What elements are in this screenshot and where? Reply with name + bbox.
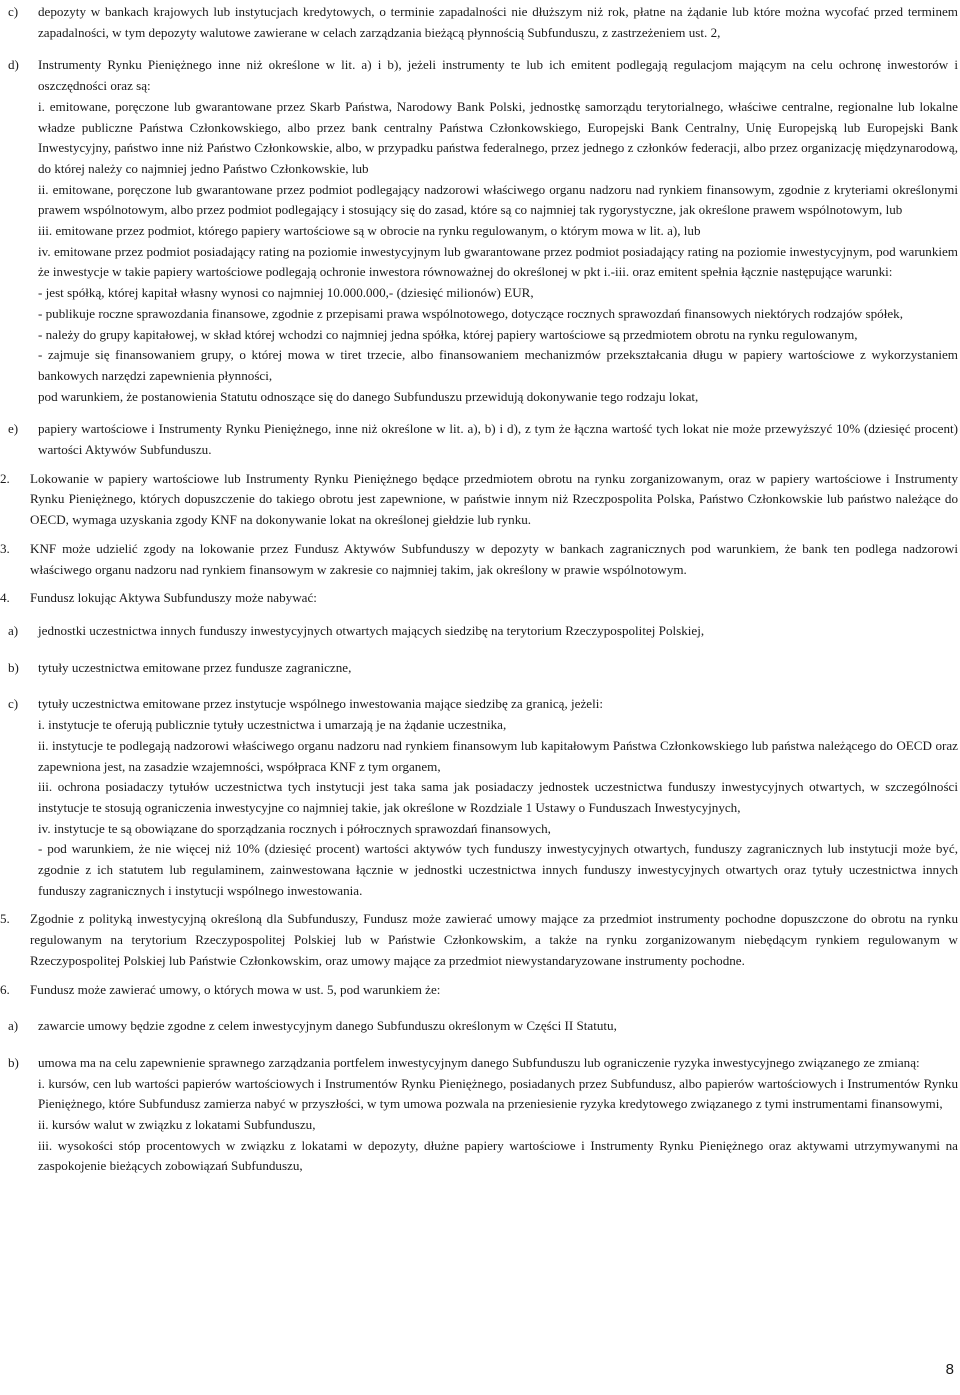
- paragraph-5: [0, 909, 958, 971]
- subpoint-ii: ii. emitowane, poręczone lub gwarantowane przez podmiot podlegający nadzorowi właściwego organu nadzoru nad rynkiem finansowym, zgodnie z kryteriami określonymi prawem wspólnotowym, albo przez podmiot podlegający i stosujący się do zasad, które są co najmniej tak rygorystyczne, jak określone prawem wspólnotowym, lub: [38, 181, 958, 218]
- item-marker: b): [8, 659, 19, 675]
- item-marker: a): [8, 1018, 19, 1034]
- subpoint-iii: iii. wysokości stóp procentowych w związku z lokatami w depozyty, dłużne papiery wartościowe i Instrumenty Rynku Pieniężnego oraz aktywami utrzymywanymi na zaspokojenie bieżących zobowiązań Subfunduszu,: [38, 1137, 958, 1174]
- condition-1: - jest spółką, której kapitał własny wynosi co najmniej 10.000.000,- (dziesięć milionów) EUR,: [38, 285, 534, 301]
- item-marker: e): [8, 421, 19, 437]
- subpoint-ii: ii. instytucje te podlegają nadzorowi właściwego organu nadzoru nad rynkiem finansowym lub kapitałowym Państwa Członkowskiego lub państwa należącego do OECD oraz zapewniona jest, na zasadzie wzajemności, współpraca KNF z tym organem,: [38, 737, 958, 774]
- item-text: depozyty w bankach krajowych lub instytucjach kredytowych, o terminie zapadalności nie dłuższym niż rok, płatne na żądanie lub które można wycofać przed terminem zapadalności, w tym depozyty walutowe zawierane w celach zarządzania bieżącą płynnością Subfunduszu, z zastrzeżeniem ust. 2,: [38, 4, 958, 40]
- paragraph-text: Zgodnie z polityką inwestycyjną określoną dla Subfunduszy, Fundusz może zawierać umowy mające za przedmiot instrumenty pochodne dopuszczone do obrotu na rynku regulowanym na terytorium Rzeczypospolitej Polskiej lub w Państwie Członkowskim, a także na rynku zorganizowanym niebędącym rynkiem regulowanym w Rzeczypospolitej Polskiej lub Państwie Członkowskim, oraz umowy mające za przedmiot niewystandaryzowane instrumenty pochodne.: [30, 911, 958, 968]
- p6-item-a: [8, 1016, 958, 1037]
- subpoint-iv: iv. emitowane przez podmiot posiadający rating na poziomie inwestycyjnym lub gwarantowane przez podmiot posiadający rating na poziomie inwestycyjnym, pod warunkiem że inwestycje w takie papiery wartościowe podlegają ochronie inwestora równoważnej do określonej w pkt i.-iii. oraz emitent spełnia łącznie następujące warunki:: [38, 243, 958, 280]
- item-text: zawarcie umowy będzie zgodne z celem inwestycyjnym danego Subfunduszu określonym w Części II Statutu,: [38, 1018, 617, 1034]
- page-number: 8: [945, 1361, 954, 1378]
- item-text: papiery wartościowe i Instrumenty Rynku Pieniężnego, inne niż określone w lit. a), b) i d), z tym że łączna wartość tych lokat nie może przewyższyć 10% (dziesięć procent) wartości Aktywów Subfunduszu.: [38, 421, 958, 458]
- subpoint-i: i. instytucje te oferują publicznie tytuły uczestnictwa i umarzają je na żądanie uczestnika,: [38, 717, 507, 733]
- list-item-c: [8, 2, 958, 43]
- document-body: [0, 2, 958, 1177]
- paragraph-4: [0, 588, 958, 609]
- list-item-e: [8, 419, 958, 460]
- paragraph-text: KNF może udzielić zgody na lokowanie przez Fundusz Aktywów Subfunduszy w depozyty w bankach zagranicznych pod warunkiem, że bank ten podlega nadzorowi właściwego organu nadzoru nad rynkiem finansowym w zakresie co najmniej takim, jak określony w prawie wspólnotowym.: [30, 540, 958, 577]
- condition-2: - publikuje roczne sprawozdania finansowe, zgodnie z przepisami prawa wspólnotowego, dotyczące rocznych sprawozdań finansowych niektórych rodzajów spółek,: [38, 305, 903, 321]
- closing-clause: pod warunkiem, że postanowienia Statutu odnoszące się do danego Subfunduszu przewidują dokonywanie tego rodzaju lokat,: [38, 388, 699, 404]
- condition-tail: - pod warunkiem, że nie więcej niż 10% (dziesięć procent) wartości aktywów tych funduszy inwestycyjnych otwartych, funduszy zagranicznych lub instytucji może być, zgodnie z ich statutem lub regulaminem, zainwestowana łącznie w jednostki uczestnictwa innych funduszy inwestycyjnych otwartych oraz tytuły uczestnictwa innych funduszy zagranicznych i instytucji wspólnego inwestowania.: [38, 841, 958, 898]
- paragraph-number: 5.: [0, 911, 10, 927]
- paragraph-text: Fundusz lokując Aktywa Subfunduszy może nabywać:: [30, 590, 317, 606]
- item-marker: c): [8, 4, 19, 19]
- item-marker: b): [8, 1054, 19, 1070]
- subpoint-i: i. kursów, cen lub wartości papierów wartościowych i Instrumentów Rynku Pieniężnego, posiadanych przez Subfundusz, albo papierów wartościowych i Instrumentów Rynku Pieniężnego, które Subfundusz zamierza nabyć w przyszłości, w tym umowa pozwala na przeniesienie ryzyka kredytowego związanego z tymi instrumentami finansowymi,: [38, 1075, 958, 1112]
- item-text: tytuły uczestnictwa emitowane przez fundusze zagraniczne,: [38, 659, 352, 675]
- item-text: umowa ma na celu zapewnienie sprawnego zarządzania portfelem inwestycyjnym danego Subfunduszu lub ograniczenie ryzyka inwestycyjnego związanego ze zmianą:: [38, 1054, 920, 1070]
- item-marker: d): [8, 57, 19, 73]
- p4-item-a: [8, 621, 958, 642]
- paragraph-number: 4.: [0, 590, 10, 606]
- subpoint-i: i. emitowane, poręczone lub gwarantowane przez Skarb Państwa, Narodowy Bank Polski, jednostkę samorządu terytorialnego, właściwe centralne, regionalne lub lokalne władze publiczne Państwa Członkowskiego, albo przez bank centralny Państwa Członkowskiego, Europejski Bank Centralny, Unię Europejską lub Europejski Bank Inwestycyjny, państwo inne niż Państwo Członkowskie, albo, w przypadku państwa federalnego, przez jednego z członków federacji, albo przez organizację międzynarodową, do której należy co najmniej jedno Państwo Członkowskie, lub: [38, 98, 958, 176]
- item-text: tytuły uczestnictwa emitowane przez instytucje wspólnego inwestowania mające siedzibę za granicą, jeżeli:: [38, 696, 603, 712]
- p4-item-c: [8, 694, 958, 901]
- paragraph-6: [0, 980, 958, 1001]
- subpoint-iii: iii. emitowane przez podmiot, którego papiery wartościowe są w obrocie na rynku regulowanym, o którym mowa w lit. a), lub: [38, 223, 701, 239]
- item-text: Instrumenty Rynku Pieniężnego inne niż określone w lit. a) i b), jeżeli instrumenty te lub ich emitent podlegają regulacjom mającym na celu ochronę inwestorów i oszczędności oraz są:: [38, 57, 958, 94]
- paragraph-3: [0, 539, 958, 580]
- condition-3: - należy do grupy kapitałowej, w skład której wchodzi co najmniej jedna spółka, której papiery wartościowe są przedmiotem obrotu na rynku regulowanym,: [38, 326, 858, 342]
- paragraph-number: 6.: [0, 981, 10, 997]
- condition-4: - zajmuje się finansowaniem grupy, o której mowa w tiret trzecie, albo finansowaniem mechanizmów przekształcania długu w papiery wartościowe z wykorzystaniem bankowych narzędzi zapewnienia płynności,: [38, 347, 958, 383]
- p4-item-b: [8, 658, 958, 679]
- paragraph-text: Fundusz może zawierać umowy, o których mowa w ust. 5, pod warunkiem że:: [30, 981, 441, 997]
- item-text: jednostki uczestnictwa innych funduszy inwestycyjnych otwartych mających siedzibę na terytorium Rzeczypospolitej Polskiej,: [38, 622, 705, 638]
- list-item-d: [8, 55, 958, 407]
- subpoint-iv: iv. instytucje te są obowiązane do sporządzania rocznych i półrocznych sprawozdań finansowych,: [38, 820, 551, 836]
- p6-item-b: [8, 1053, 958, 1177]
- item-marker: a): [8, 622, 19, 638]
- subpoint-iii: iii. ochrona posiadaczy tytułów uczestnictwa tych instytucji jest taka sama jak posiadaczy jednostek uczestnictwa funduszy inwestycyjnych otwartych, w szczególności instytucje te stosują ograniczenia inwestycyjne co najmniej takie, jak określone w Rozdziale 1 Ustawy o Funduszach Inwestycyjnych,: [38, 779, 958, 815]
- paragraph-number: 2.: [0, 470, 10, 486]
- paragraph-number: 3.: [0, 540, 10, 556]
- paragraph-text: Lokowanie w papiery wartościowe lub Instrumenty Rynku Pieniężnego będące przedmiotem obrotu na rynku zorganizowanym, oraz w papiery wartościowe i Instrumenty Rynku Pieniężnego, których dopuszczenie do takiego obrotu jest zapewnione, w państwie innym niż Rzeczpospolita Polska, Państwo Członkowskie lub państwo należące do OECD, wymaga uzyskania zgody KNF na dokonywanie lokat na określonej giełdzie lub rynku.: [30, 470, 958, 528]
- paragraph-2: [0, 469, 958, 531]
- subpoint-ii: ii. kursów walut w związku z lokatami Subfunduszu,: [38, 1117, 316, 1133]
- item-marker: c): [8, 696, 19, 712]
